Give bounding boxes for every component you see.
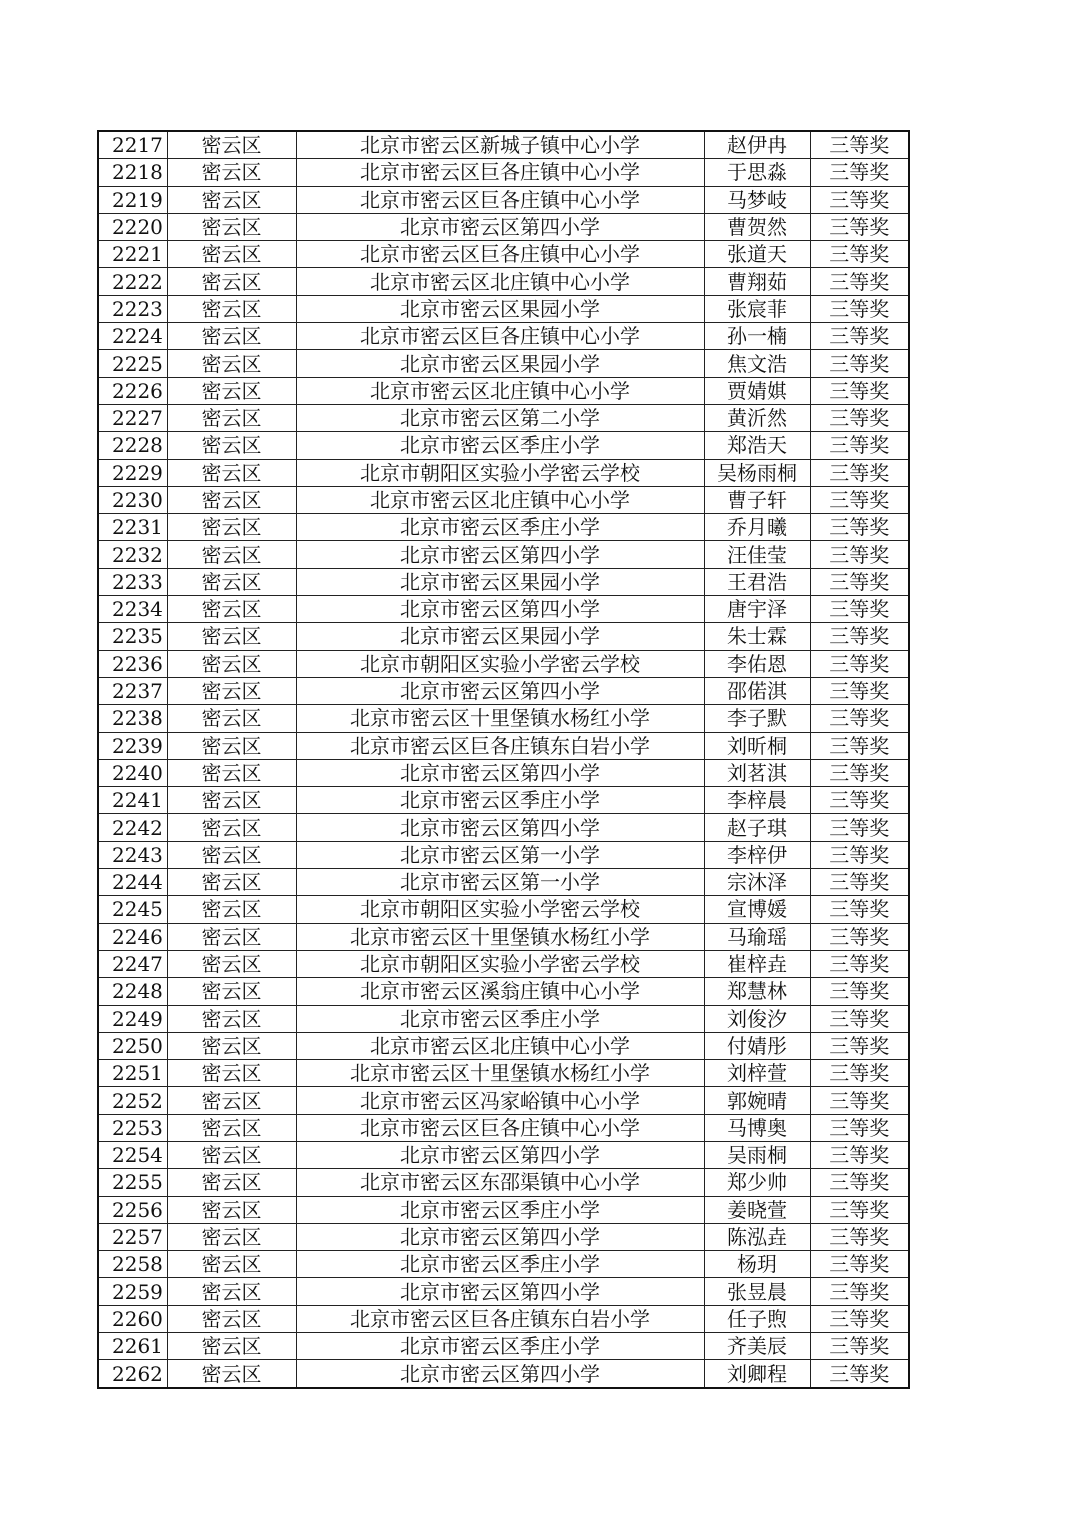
district-cell: 密云区 — [167, 404, 296, 431]
district-cell: 密云区 — [167, 1114, 296, 1141]
table-row — [98, 568, 909, 595]
student-name-cell: 姜晓萱 — [704, 1196, 810, 1223]
district-cell: 密云区 — [167, 268, 296, 295]
school-cell: 北京市密云区第四小学 — [296, 213, 704, 240]
district-cell: 密云区 — [167, 923, 296, 950]
table-row — [98, 923, 909, 950]
award-level-cell: 三等奖 — [810, 1005, 909, 1032]
district-cell: 密云区 — [167, 350, 296, 377]
award-level-cell: 三等奖 — [810, 377, 909, 404]
district-cell: 密云区 — [167, 623, 296, 650]
row-number-cell: 2248 — [98, 978, 167, 1005]
award-level-cell: 三等奖 — [810, 1087, 909, 1114]
school-cell: 北京市密云区第四小学 — [296, 1141, 704, 1168]
school-cell: 北京市密云区新城子镇中心小学 — [296, 131, 704, 159]
award-level-cell: 三等奖 — [810, 350, 909, 377]
school-cell: 北京市朝阳区实验小学密云学校 — [296, 950, 704, 977]
award-level-cell: 三等奖 — [810, 568, 909, 595]
table-row — [98, 241, 909, 268]
award-level-cell: 三等奖 — [810, 596, 909, 623]
school-cell: 北京市密云区巨各庄镇中心小学 — [296, 323, 704, 350]
district-cell: 密云区 — [167, 596, 296, 623]
student-name-cell: 李佑恩 — [704, 650, 810, 677]
student-name-cell: 刘卿程 — [704, 1360, 810, 1388]
row-number-cell: 2218 — [98, 159, 167, 186]
row-number-cell: 2239 — [98, 732, 167, 759]
table-row — [98, 869, 909, 896]
school-cell: 北京市密云区冯家峪镇中心小学 — [296, 1087, 704, 1114]
table-row — [98, 295, 909, 322]
district-cell: 密云区 — [167, 1060, 296, 1087]
award-level-cell: 三等奖 — [810, 1223, 909, 1250]
row-number-cell: 2228 — [98, 432, 167, 459]
award-level-cell: 三等奖 — [810, 814, 909, 841]
award-level-cell: 三等奖 — [810, 186, 909, 213]
row-number-cell: 2259 — [98, 1278, 167, 1305]
row-number-cell: 2260 — [98, 1305, 167, 1332]
school-cell: 北京市密云区第四小学 — [296, 814, 704, 841]
row-number-cell: 2255 — [98, 1169, 167, 1196]
school-cell: 北京市密云区果园小学 — [296, 350, 704, 377]
school-cell: 北京市密云区十里堡镇水杨红小学 — [296, 923, 704, 950]
row-number-cell: 2220 — [98, 213, 167, 240]
row-number-cell: 2249 — [98, 1005, 167, 1032]
table-row — [98, 404, 909, 431]
district-cell: 密云区 — [167, 1169, 296, 1196]
school-cell: 北京市密云区巨各庄镇中心小学 — [296, 1114, 704, 1141]
district-cell: 密云区 — [167, 1196, 296, 1223]
school-cell: 北京市密云区季庄小学 — [296, 1196, 704, 1223]
table-row — [98, 514, 909, 541]
award-level-cell: 三等奖 — [810, 241, 909, 268]
award-level-cell: 三等奖 — [810, 486, 909, 513]
student-name-cell: 张道天 — [704, 241, 810, 268]
table-row — [98, 1114, 909, 1141]
award-level-cell: 三等奖 — [810, 732, 909, 759]
award-level-cell: 三等奖 — [810, 1060, 909, 1087]
row-number-cell: 2234 — [98, 596, 167, 623]
row-number-cell: 2243 — [98, 841, 167, 868]
school-cell: 北京市朝阳区实验小学密云学校 — [296, 896, 704, 923]
district-cell: 密云区 — [167, 241, 296, 268]
district-cell: 密云区 — [167, 1223, 296, 1250]
row-number-cell: 2236 — [98, 650, 167, 677]
student-name-cell: 乔月曦 — [704, 514, 810, 541]
district-cell: 密云区 — [167, 950, 296, 977]
school-cell: 北京市密云区果园小学 — [296, 623, 704, 650]
student-name-cell: 邵偌淇 — [704, 677, 810, 704]
district-cell: 密云区 — [167, 486, 296, 513]
district-cell: 密云区 — [167, 732, 296, 759]
student-name-cell: 马瑜瑶 — [704, 923, 810, 950]
student-name-cell: 汪佳莹 — [704, 541, 810, 568]
table-row — [98, 623, 909, 650]
table-row — [98, 978, 909, 1005]
student-name-cell: 陈泓垚 — [704, 1223, 810, 1250]
district-cell: 密云区 — [167, 295, 296, 322]
student-name-cell: 曹翔茹 — [704, 268, 810, 295]
school-cell: 北京市密云区季庄小学 — [296, 432, 704, 459]
award-level-cell: 三等奖 — [810, 705, 909, 732]
district-cell: 密云区 — [167, 131, 296, 159]
award-level-cell: 三等奖 — [810, 295, 909, 322]
table-row — [98, 186, 909, 213]
row-number-cell: 2240 — [98, 759, 167, 786]
award-level-cell: 三等奖 — [810, 268, 909, 295]
award-level-cell: 三等奖 — [810, 978, 909, 1005]
row-number-cell: 2256 — [98, 1196, 167, 1223]
school-cell: 北京市朝阳区实验小学密云学校 — [296, 459, 704, 486]
district-cell: 密云区 — [167, 1087, 296, 1114]
award-level-cell: 三等奖 — [810, 1196, 909, 1223]
table-row — [98, 213, 909, 240]
district-cell: 密云区 — [167, 677, 296, 704]
award-level-cell: 三等奖 — [810, 1333, 909, 1360]
row-number-cell: 2219 — [98, 186, 167, 213]
school-cell: 北京市密云区第四小学 — [296, 596, 704, 623]
row-number-cell: 2252 — [98, 1087, 167, 1114]
school-cell: 北京市密云区北庄镇中心小学 — [296, 486, 704, 513]
table-row — [98, 131, 909, 159]
district-cell: 密云区 — [167, 1278, 296, 1305]
student-name-cell: 李梓伊 — [704, 841, 810, 868]
table-row — [98, 1278, 909, 1305]
table-row — [98, 596, 909, 623]
table-row — [98, 377, 909, 404]
table-row — [98, 1196, 909, 1223]
award-table-body — [98, 131, 909, 1388]
district-cell: 密云区 — [167, 1305, 296, 1332]
table-row — [98, 350, 909, 377]
student-name-cell: 齐美辰 — [704, 1333, 810, 1360]
award-level-cell: 三等奖 — [810, 1114, 909, 1141]
award-level-cell: 三等奖 — [810, 131, 909, 159]
award-level-cell: 三等奖 — [810, 759, 909, 786]
school-cell: 北京市密云区第四小学 — [296, 1360, 704, 1388]
table-row — [98, 459, 909, 486]
table-row — [98, 1032, 909, 1059]
district-cell: 密云区 — [167, 159, 296, 186]
student-name-cell: 刘梓萱 — [704, 1060, 810, 1087]
student-name-cell: 宣博媛 — [704, 896, 810, 923]
school-cell: 北京市密云区东邵渠镇中心小学 — [296, 1169, 704, 1196]
award-level-cell: 三等奖 — [810, 1360, 909, 1388]
school-cell: 北京市密云区第四小学 — [296, 677, 704, 704]
row-number-cell: 2226 — [98, 377, 167, 404]
student-name-cell: 宗沐泽 — [704, 869, 810, 896]
student-name-cell: 马博奥 — [704, 1114, 810, 1141]
school-cell: 北京市密云区第二小学 — [296, 404, 704, 431]
row-number-cell: 2230 — [98, 486, 167, 513]
student-name-cell: 曹贺然 — [704, 213, 810, 240]
award-level-cell: 三等奖 — [810, 1169, 909, 1196]
student-name-cell: 任子煦 — [704, 1305, 810, 1332]
table-row — [98, 1169, 909, 1196]
row-number-cell: 2237 — [98, 677, 167, 704]
student-name-cell: 刘俊汐 — [704, 1005, 810, 1032]
district-cell: 密云区 — [167, 541, 296, 568]
school-cell: 北京市密云区北庄镇中心小学 — [296, 268, 704, 295]
award-level-cell: 三等奖 — [810, 541, 909, 568]
table-row — [98, 896, 909, 923]
school-cell: 北京市密云区北庄镇中心小学 — [296, 377, 704, 404]
school-cell: 北京市密云区第四小学 — [296, 1223, 704, 1250]
row-number-cell: 2223 — [98, 295, 167, 322]
district-cell: 密云区 — [167, 1360, 296, 1388]
student-name-cell: 于思淼 — [704, 159, 810, 186]
student-name-cell: 郭婉晴 — [704, 1087, 810, 1114]
district-cell: 密云区 — [167, 1032, 296, 1059]
school-cell: 北京市密云区第一小学 — [296, 841, 704, 868]
award-level-cell: 三等奖 — [810, 869, 909, 896]
school-cell: 北京市密云区十里堡镇水杨红小学 — [296, 705, 704, 732]
award-level-cell: 三等奖 — [810, 623, 909, 650]
student-name-cell: 郑慧林 — [704, 978, 810, 1005]
district-cell: 密云区 — [167, 841, 296, 868]
school-cell: 北京市密云区北庄镇中心小学 — [296, 1032, 704, 1059]
row-number-cell: 2245 — [98, 896, 167, 923]
table-row — [98, 1305, 909, 1332]
table-row — [98, 814, 909, 841]
row-number-cell: 2246 — [98, 923, 167, 950]
school-cell: 北京市密云区第四小学 — [296, 759, 704, 786]
student-name-cell: 杨玥 — [704, 1251, 810, 1278]
student-name-cell: 焦文浩 — [704, 350, 810, 377]
table-row — [98, 841, 909, 868]
school-cell: 北京市密云区巨各庄镇中心小学 — [296, 159, 704, 186]
award-level-cell: 三等奖 — [810, 841, 909, 868]
student-name-cell: 吴雨桐 — [704, 1141, 810, 1168]
table-row — [98, 323, 909, 350]
student-name-cell: 王君浩 — [704, 568, 810, 595]
table-row — [98, 1060, 909, 1087]
row-number-cell: 2247 — [98, 950, 167, 977]
table-row — [98, 759, 909, 786]
row-number-cell: 2227 — [98, 404, 167, 431]
award-level-cell: 三等奖 — [810, 323, 909, 350]
award-level-cell: 三等奖 — [810, 159, 909, 186]
award-level-cell: 三等奖 — [810, 1032, 909, 1059]
student-name-cell: 黄沂然 — [704, 404, 810, 431]
table-row — [98, 787, 909, 814]
student-name-cell: 郑少帅 — [704, 1169, 810, 1196]
award-level-cell: 三等奖 — [810, 923, 909, 950]
award-level-cell: 三等奖 — [810, 1305, 909, 1332]
school-cell: 北京市密云区季庄小学 — [296, 1005, 704, 1032]
district-cell: 密云区 — [167, 568, 296, 595]
row-number-cell: 2257 — [98, 1223, 167, 1250]
row-number-cell: 2250 — [98, 1032, 167, 1059]
school-cell: 北京市密云区巨各庄镇中心小学 — [296, 186, 704, 213]
row-number-cell: 2241 — [98, 787, 167, 814]
student-name-cell: 崔梓垚 — [704, 950, 810, 977]
row-number-cell: 2242 — [98, 814, 167, 841]
row-number-cell: 2258 — [98, 1251, 167, 1278]
school-cell: 北京市密云区第一小学 — [296, 869, 704, 896]
district-cell: 密云区 — [167, 432, 296, 459]
award-level-cell: 三等奖 — [810, 404, 909, 431]
school-cell: 北京市密云区巨各庄镇东白岩小学 — [296, 732, 704, 759]
student-name-cell: 刘茗淇 — [704, 759, 810, 786]
row-number-cell: 2229 — [98, 459, 167, 486]
school-cell: 北京市密云区十里堡镇水杨红小学 — [296, 1060, 704, 1087]
row-number-cell: 2222 — [98, 268, 167, 295]
award-level-cell: 三等奖 — [810, 650, 909, 677]
district-cell: 密云区 — [167, 1251, 296, 1278]
school-cell: 北京市密云区季庄小学 — [296, 1251, 704, 1278]
district-cell: 密云区 — [167, 759, 296, 786]
row-number-cell: 2224 — [98, 323, 167, 350]
row-number-cell: 2253 — [98, 1114, 167, 1141]
row-number-cell: 2232 — [98, 541, 167, 568]
table-row — [98, 705, 909, 732]
award-list-table — [97, 130, 910, 1389]
award-level-cell: 三等奖 — [810, 950, 909, 977]
district-cell: 密云区 — [167, 787, 296, 814]
student-name-cell: 贾婧娸 — [704, 377, 810, 404]
table-row — [98, 541, 909, 568]
district-cell: 密云区 — [167, 186, 296, 213]
district-cell: 密云区 — [167, 978, 296, 1005]
award-level-cell: 三等奖 — [810, 459, 909, 486]
school-cell: 北京市密云区季庄小学 — [296, 1333, 704, 1360]
table-row — [98, 732, 909, 759]
table-row — [98, 486, 909, 513]
award-level-cell: 三等奖 — [810, 787, 909, 814]
table-row — [98, 677, 909, 704]
student-name-cell: 刘昕桐 — [704, 732, 810, 759]
row-number-cell: 2235 — [98, 623, 167, 650]
student-name-cell: 吴杨雨桐 — [704, 459, 810, 486]
row-number-cell: 2254 — [98, 1141, 167, 1168]
school-cell: 北京市密云区溪翁庄镇中心小学 — [296, 978, 704, 1005]
student-name-cell: 张昱晨 — [704, 1278, 810, 1305]
table-row — [98, 1360, 909, 1388]
district-cell: 密云区 — [167, 377, 296, 404]
row-number-cell: 2221 — [98, 241, 167, 268]
student-name-cell: 张宸菲 — [704, 295, 810, 322]
district-cell: 密云区 — [167, 896, 296, 923]
district-cell: 密云区 — [167, 514, 296, 541]
student-name-cell: 孙一楠 — [704, 323, 810, 350]
school-cell: 北京市密云区果园小学 — [296, 295, 704, 322]
district-cell: 密云区 — [167, 323, 296, 350]
student-name-cell: 唐宇泽 — [704, 596, 810, 623]
school-cell: 北京市密云区第四小学 — [296, 541, 704, 568]
table-row — [98, 432, 909, 459]
student-name-cell: 付婧彤 — [704, 1032, 810, 1059]
table-row — [98, 1087, 909, 1114]
school-cell: 北京市密云区第四小学 — [296, 1278, 704, 1305]
student-name-cell: 赵子琪 — [704, 814, 810, 841]
student-name-cell: 马梦岐 — [704, 186, 810, 213]
table-row — [98, 1005, 909, 1032]
row-number-cell: 2261 — [98, 1333, 167, 1360]
table-row — [98, 1251, 909, 1278]
award-level-cell: 三等奖 — [810, 213, 909, 240]
district-cell: 密云区 — [167, 1333, 296, 1360]
student-name-cell: 朱士霖 — [704, 623, 810, 650]
award-level-cell: 三等奖 — [810, 432, 909, 459]
row-number-cell: 2225 — [98, 350, 167, 377]
student-name-cell: 曹子轩 — [704, 486, 810, 513]
row-number-cell: 2231 — [98, 514, 167, 541]
district-cell: 密云区 — [167, 814, 296, 841]
student-name-cell: 李梓晨 — [704, 787, 810, 814]
award-level-cell: 三等奖 — [810, 896, 909, 923]
row-number-cell: 2244 — [98, 869, 167, 896]
award-level-cell: 三等奖 — [810, 1141, 909, 1168]
student-name-cell: 李子默 — [704, 705, 810, 732]
school-cell: 北京市密云区季庄小学 — [296, 514, 704, 541]
award-level-cell: 三等奖 — [810, 514, 909, 541]
student-name-cell: 赵伊冉 — [704, 131, 810, 159]
district-cell: 密云区 — [167, 705, 296, 732]
award-level-cell: 三等奖 — [810, 1278, 909, 1305]
row-number-cell: 2262 — [98, 1360, 167, 1388]
table-row — [98, 1333, 909, 1360]
district-cell: 密云区 — [167, 1005, 296, 1032]
school-cell: 北京市密云区巨各庄镇东白岩小学 — [296, 1305, 704, 1332]
table-row — [98, 159, 909, 186]
district-cell: 密云区 — [167, 459, 296, 486]
row-number-cell: 2217 — [98, 131, 167, 159]
district-cell: 密云区 — [167, 869, 296, 896]
district-cell: 密云区 — [167, 1141, 296, 1168]
student-name-cell: 郑浩天 — [704, 432, 810, 459]
table-row — [98, 268, 909, 295]
row-number-cell: 2251 — [98, 1060, 167, 1087]
school-cell: 北京市密云区巨各庄镇中心小学 — [296, 241, 704, 268]
table-row — [98, 1141, 909, 1168]
award-level-cell: 三等奖 — [810, 1251, 909, 1278]
district-cell: 密云区 — [167, 650, 296, 677]
row-number-cell: 2233 — [98, 568, 167, 595]
table-row — [98, 1223, 909, 1250]
award-level-cell: 三等奖 — [810, 677, 909, 704]
row-number-cell: 2238 — [98, 705, 167, 732]
table-row — [98, 650, 909, 677]
table-row — [98, 950, 909, 977]
district-cell: 密云区 — [167, 213, 296, 240]
school-cell: 北京市朝阳区实验小学密云学校 — [296, 650, 704, 677]
school-cell: 北京市密云区季庄小学 — [296, 787, 704, 814]
school-cell: 北京市密云区果园小学 — [296, 568, 704, 595]
